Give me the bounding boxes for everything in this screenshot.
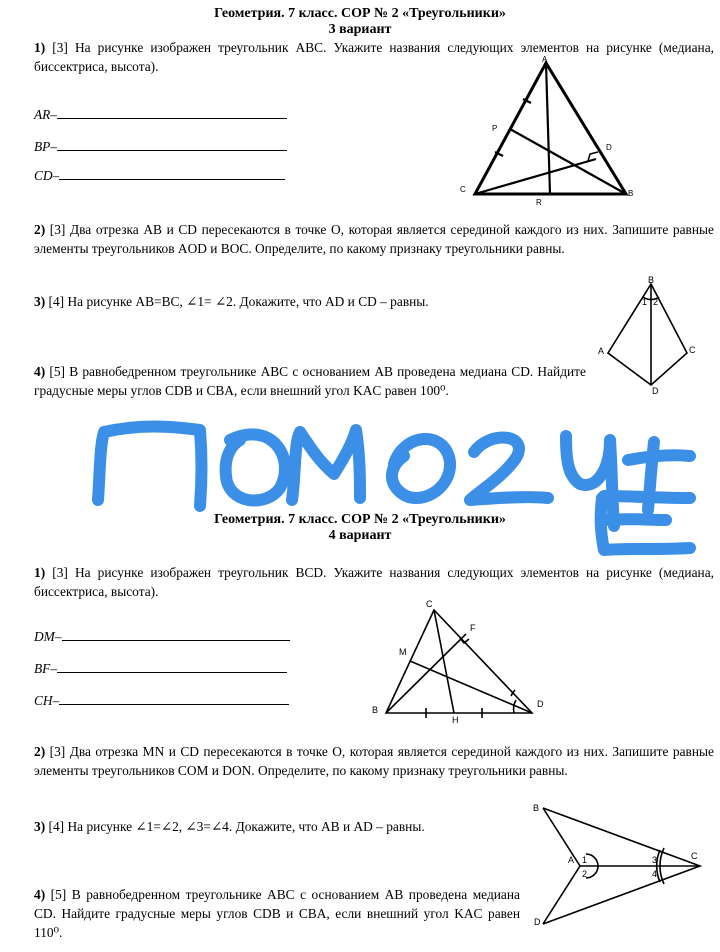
v4-label-d: D	[537, 699, 544, 709]
v4-label-a2: A	[568, 855, 575, 865]
v4-q1-points: [3]	[52, 565, 68, 580]
v4-label-c: C	[426, 599, 433, 609]
v3-q4-text: В равнобедренном треугольнике ABC с основанием AB проведена медиана CD. Найдите градусные меры углов CDB и CBA, если внешний угол KAC равен 100⁰.	[34, 364, 586, 398]
v4-triangle-outline	[386, 610, 532, 713]
v3-kite-abcd-figure	[596, 275, 700, 397]
v3-q3	[34, 292, 594, 311]
v4-answer-ch	[34, 692, 289, 709]
v4-q1-text: На рисунке изображен треугольник BCD. Укажите названия следующих элементов на рисунке (медиана, биссектриса, высота).	[34, 565, 714, 599]
v3-variant: 3 вариант	[328, 22, 392, 37]
v3-q2	[34, 220, 714, 258]
v4-triangle-bcd-figure	[368, 596, 558, 726]
v4-q1-num: 1)	[34, 565, 46, 580]
v3-label-a: A	[542, 55, 548, 64]
v3-answer-ar-line[interactable]	[57, 106, 287, 119]
v4-label-f: F	[470, 623, 476, 633]
v3-q4	[34, 362, 586, 400]
v4-q4	[34, 885, 520, 942]
v3-q3-points: [4]	[48, 294, 65, 309]
v4-q4-points: [5]	[50, 887, 67, 902]
v4-label-d2: D	[534, 917, 541, 927]
v4-segment-ch	[434, 610, 454, 713]
v4-q3-text: На рисунке ∠1=∠2, ∠3=∠4. Докажите, что AB и AD – равны.	[67, 819, 425, 834]
v4-quad-inner	[543, 808, 580, 924]
v4-q2-points: [3]	[49, 744, 66, 759]
v3-label-c: C	[460, 185, 466, 194]
v4-angle-1-label: 1	[582, 855, 588, 865]
v3-answer-cd	[34, 167, 285, 184]
v4-q2	[34, 742, 714, 780]
v4-label-m: M	[399, 647, 407, 657]
v4-label-b: B	[372, 705, 379, 715]
v4-q3	[34, 817, 514, 836]
v4-answer-ch-line[interactable]	[59, 692, 289, 705]
v4-segment-bf	[386, 634, 466, 713]
v3-label-p: P	[492, 124, 498, 133]
v3-label-c2: C	[689, 345, 696, 355]
v3-label-b: B	[628, 189, 634, 198]
v3-title: Геометрия. 7 класс. СОР № 2 «Треугольники»	[214, 6, 506, 21]
v4-q4-num: 4)	[34, 887, 46, 902]
v4-answer-bf	[34, 660, 287, 677]
v4-q3-num: 3)	[34, 819, 46, 834]
v3-q2-num: 2)	[34, 222, 46, 237]
v3-label-r: R	[536, 198, 542, 207]
v4-variant: 4 вариант	[328, 528, 392, 543]
v3-answer-bp	[34, 138, 287, 155]
v4-label-h: H	[452, 715, 459, 725]
v3-q1-num: 1)	[34, 40, 46, 55]
v3-label-d: D	[606, 143, 612, 152]
v4-quadrilateral-figure	[530, 798, 710, 930]
v3-label-a2: A	[598, 346, 605, 356]
v4-angle-2-label: 2	[582, 869, 588, 879]
v4-q2-text: Два отрезка MN и CD пересекаются в точке O, которая является серединой каждого из них. Запишите равные элементы треугольников COM и DON. Определите, по какому признаку треугольники равны.	[34, 744, 714, 778]
v3-triangle-abc-figure	[450, 55, 650, 210]
v3-label-b2: B	[648, 275, 655, 285]
v3-angle-1-label: 1	[642, 297, 648, 307]
v4-answer-dm-line[interactable]	[62, 628, 290, 641]
v4-answer-bf-label: BF–	[34, 661, 58, 676]
v4-angle-4-label: 4	[652, 869, 658, 879]
v4-title: Геометрия. 7 класс. СОР № 2 «Треугольники»	[214, 512, 506, 527]
v3-answer-ar	[34, 106, 287, 123]
v4-q4-text: В равнобедренном треугольнике ABC с основанием AB проведена медиана CD. Найдите градусные меры углов CDB и CBA, если внешний угол KAC равен 110⁰.	[34, 887, 520, 940]
v3-answer-cd-label: CD–	[34, 168, 60, 183]
v3-q1-text: На рисунке изображен треугольник ABC. Укажите названия следующих элементов на рисунке (медиана, биссектриса, высота).	[34, 40, 714, 74]
v3-answer-ar-label: AR–	[34, 107, 58, 122]
v3-answer-bp-line[interactable]	[57, 138, 287, 151]
v3-segment-bp	[510, 129, 626, 194]
v3-segment-cd	[475, 159, 596, 194]
v4-answer-dm-label: DM–	[34, 629, 62, 644]
handwriting-pomogite	[0, 400, 720, 570]
v3-q2-text: Два отрезка AB и CD пересекаются в точке O, которая является серединой каждого из них. Запишите равные элементы треугольников AOD и BOC. Определите, по какому признаку треугольники равны.	[34, 222, 714, 256]
v3-q4-points: [5]	[49, 364, 65, 379]
v3-answer-bp-label: BP–	[34, 139, 58, 154]
v3-q3-num: 3)	[34, 294, 46, 309]
v4-answer-dm	[34, 628, 290, 645]
v3-q3-text: На рисунке AB=BC, ∠1= ∠2. Докажите, что AD и CD – равны.	[67, 294, 429, 309]
v3-q1-points: [3]	[52, 40, 68, 55]
v4-q3-points: [4]	[48, 819, 65, 834]
v4-right-angle-mark	[460, 638, 469, 643]
v3-q2-points: [3]	[49, 222, 66, 237]
v3-answer-cd-line[interactable]	[59, 167, 285, 180]
v4-answer-bf-line[interactable]	[57, 660, 287, 673]
v4-q2-num: 2)	[34, 744, 46, 759]
v4-label-b2: B	[533, 803, 540, 813]
v4-angle-3-label: 3	[652, 855, 658, 865]
v3-angle-2-label: 2	[653, 297, 659, 307]
v3-label-d2: D	[652, 386, 659, 396]
v3-q4-num: 4)	[34, 364, 46, 379]
v4-label-c2: C	[691, 851, 698, 861]
v4-answer-ch-label: CH–	[34, 693, 60, 708]
